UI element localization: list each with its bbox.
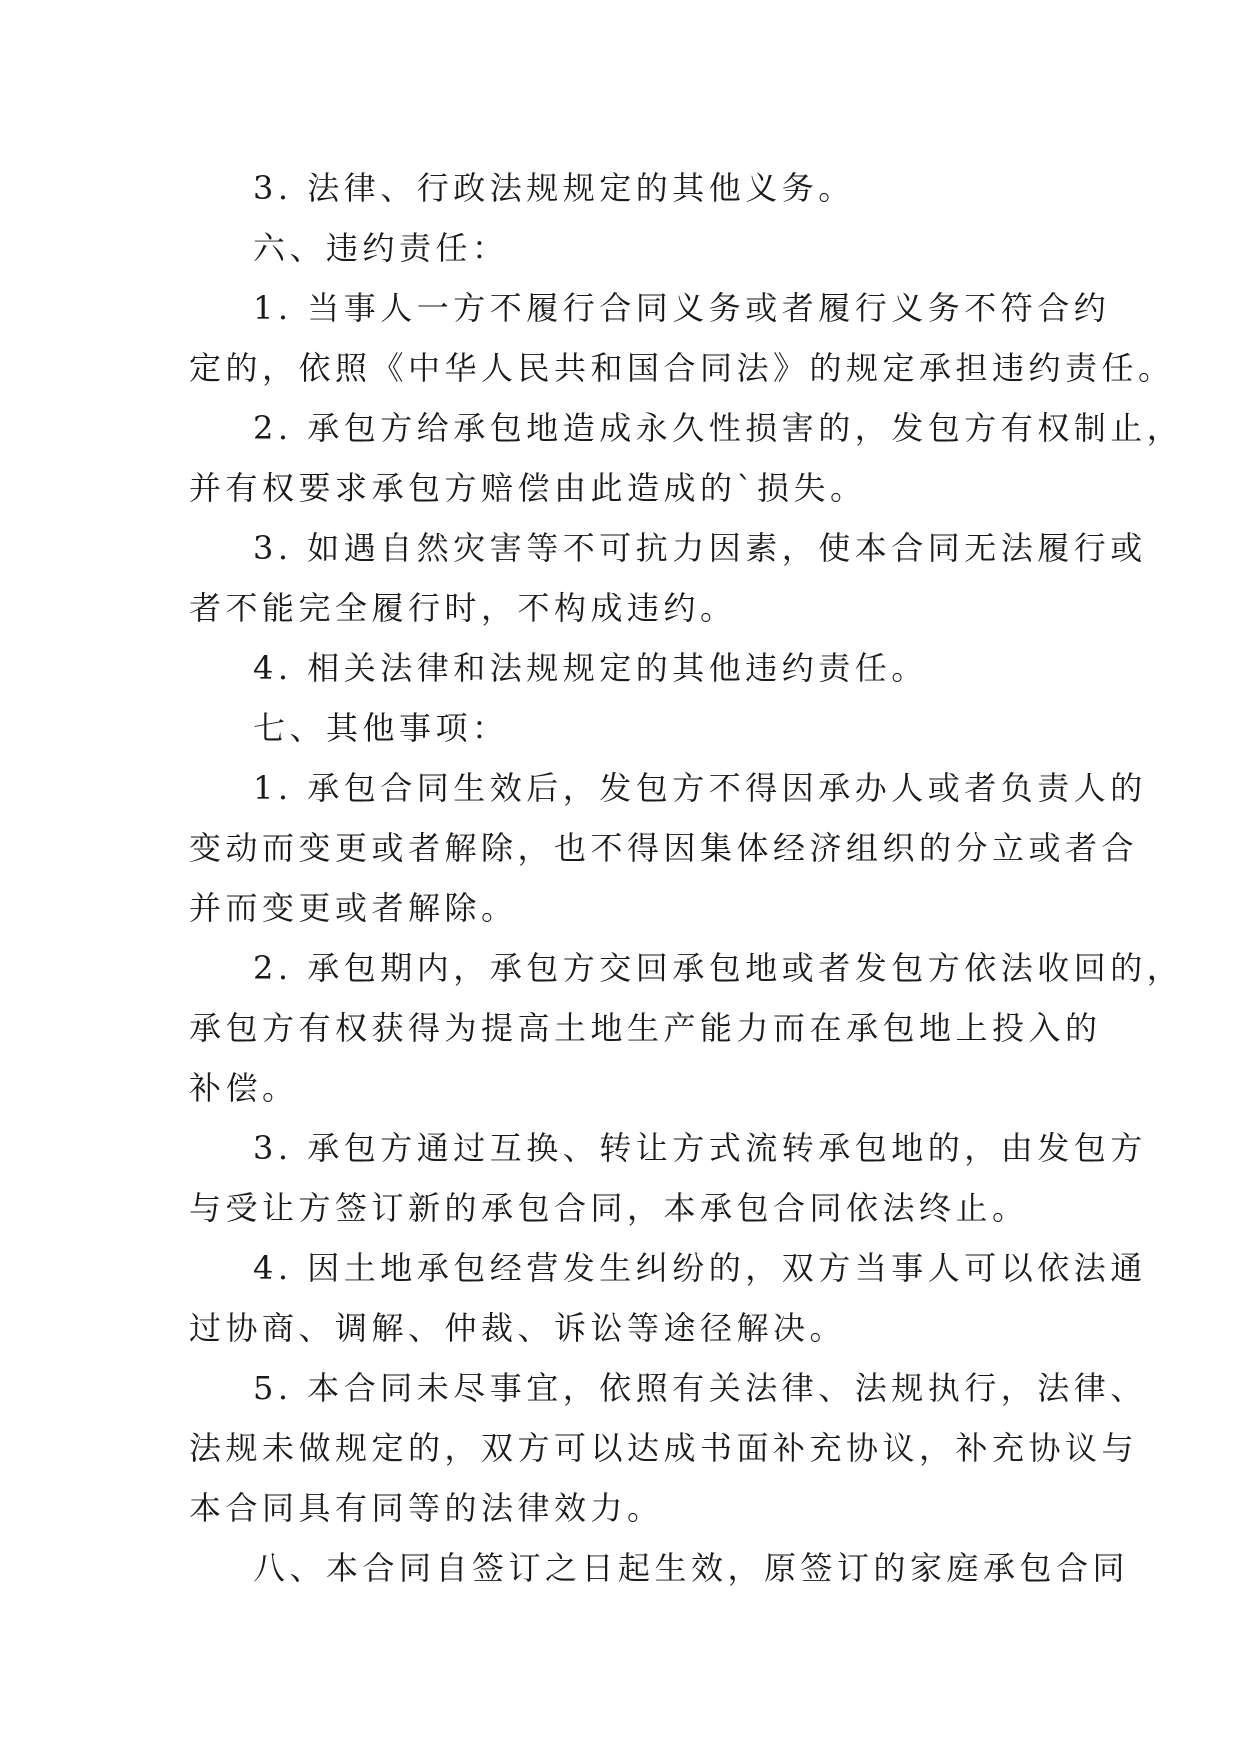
paragraph-p2 bbox=[189, 218, 1059, 278]
paragraph-p5 bbox=[189, 518, 1147, 638]
paragraph-line: 承包方有权获得为提高土地生产能力而在承包地上投入的 bbox=[189, 1009, 1102, 1047]
paragraph-line: 3. 如遇自然灾害等不可抗力因素，使本合同无法履行或 bbox=[253, 529, 1147, 567]
paragraph-p11 bbox=[189, 1238, 1147, 1358]
paragraph-line: 4. 相关法律和法规规定的其他违约责任。 bbox=[253, 649, 928, 687]
paragraph-line: 八、本合同自签订之日起生效，原签订的家庭承包合同 bbox=[253, 1549, 1130, 1587]
paragraph-line: 定的，依照《中华人民共和国合同法》的规定承担违约责任。 bbox=[189, 349, 1175, 387]
paragraph-line: 六、违约责任： bbox=[253, 229, 509, 267]
paragraph-p12 bbox=[189, 1358, 1147, 1538]
paragraph-line: 法规未做规定的，双方可以达成书面补充协议，补充协议与 bbox=[189, 1429, 1139, 1467]
paragraph-line: 补偿。 bbox=[189, 1069, 299, 1107]
paragraph-line: 4. 因土地承包经营发生纠纷的，双方当事人可以依法通 bbox=[253, 1249, 1147, 1287]
paragraph-line: 者不能完全履行时，不构成违约。 bbox=[189, 589, 737, 627]
paragraph-p7 bbox=[189, 698, 1059, 758]
paragraph-p8 bbox=[189, 758, 1147, 938]
paragraph-line: 2. 承包方给承包地造成永久性损害的，发包方有权制止， bbox=[253, 409, 1184, 447]
paragraph-p6 bbox=[189, 638, 1059, 698]
paragraph-line: 1. 当事人一方不履行合同义务或者履行义务不符合约 bbox=[253, 289, 1111, 327]
paragraph-p4 bbox=[189, 398, 1184, 518]
paragraph-line: 变动而变更或者解除，也不得因集体经济组织的分立或者合 bbox=[189, 829, 1139, 867]
paragraph-line: 并有权要求承包方赔偿由此造成的`损失。 bbox=[189, 469, 867, 507]
paragraph-line: 5. 本合同未尽事宜，依照有关法律、法规执行，法律、 bbox=[253, 1369, 1147, 1407]
document-body bbox=[189, 158, 1184, 1598]
paragraph-p3 bbox=[189, 278, 1175, 398]
paragraph-line: 并而变更或者解除。 bbox=[189, 889, 518, 927]
paragraph-line: 本合同具有同等的法律效力。 bbox=[189, 1489, 664, 1527]
paragraph-line: 3. 法律、行政法规规定的其他义务。 bbox=[253, 169, 855, 207]
paragraph-p10 bbox=[189, 1118, 1147, 1238]
paragraph-line: 与受让方签订新的承包合同，本承包合同依法终止。 bbox=[189, 1189, 1029, 1227]
paragraph-line: 1. 承包合同生效后，发包方不得因承办人或者负责人的 bbox=[253, 769, 1147, 807]
paragraph-p9 bbox=[189, 938, 1184, 1118]
paragraph-line: 七、其他事项： bbox=[253, 709, 509, 747]
paragraph-p1 bbox=[189, 158, 1059, 218]
paragraph-line: 2. 承包期内，承包方交回承包地或者发包方依法收回的， bbox=[253, 949, 1184, 987]
paragraph-line: 3. 承包方通过互换、转让方式流转承包地的，由发包方 bbox=[253, 1129, 1147, 1167]
paragraph-line: 过协商、调解、仲裁、诉讼等途径解决。 bbox=[189, 1309, 847, 1347]
paragraph-p13 bbox=[189, 1538, 1130, 1598]
